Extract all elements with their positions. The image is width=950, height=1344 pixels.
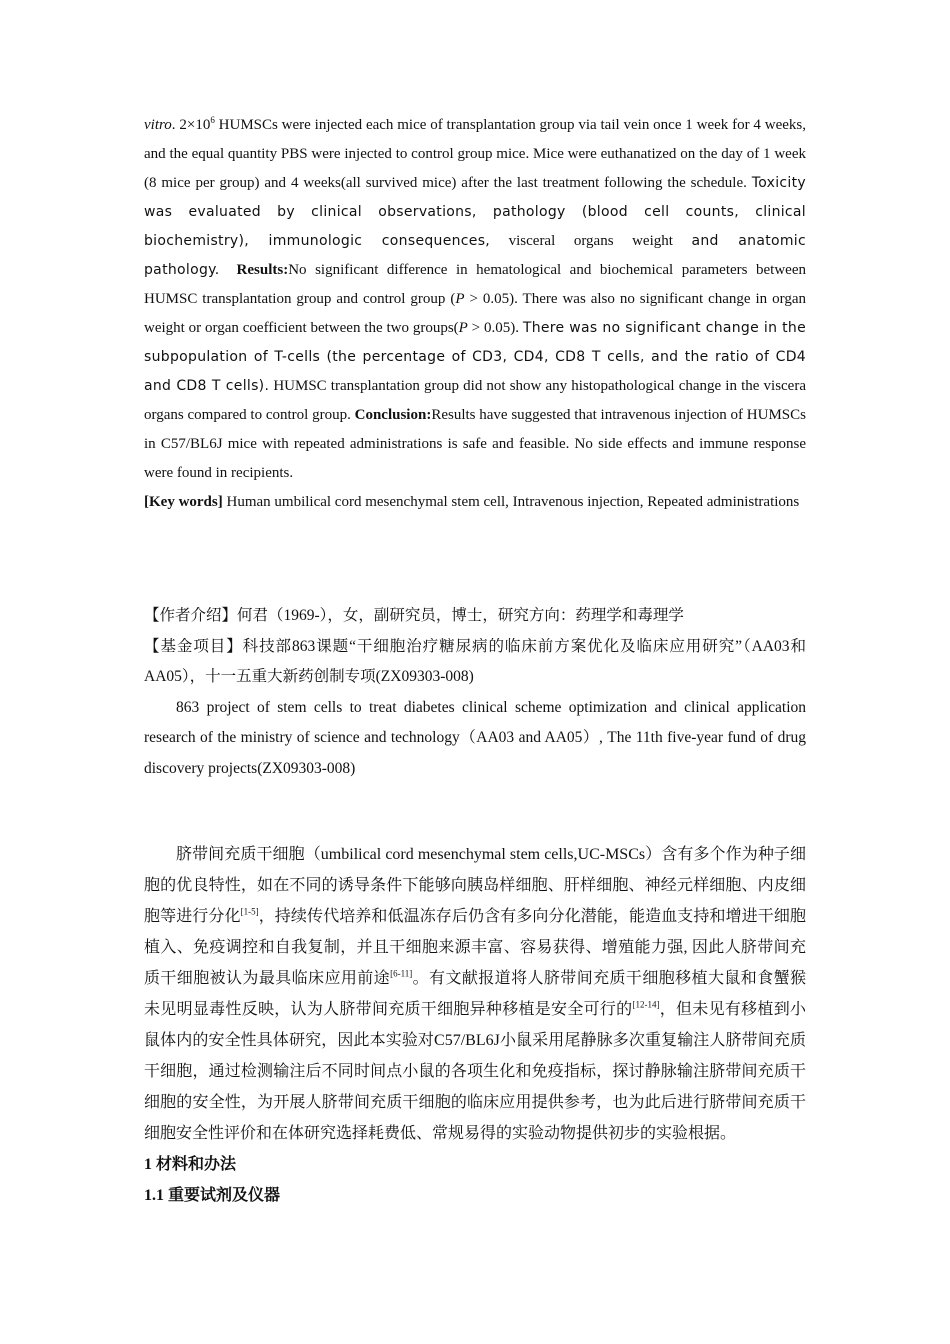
keywords-label: [Key words] (144, 494, 223, 510)
citation: [1-5] (240, 906, 259, 917)
abstract-paragraph: vitro. $2\times 10^6$ HUMSCs were injected each mice of transplantation group via tail vein once 1 week for 4 weeks, and the equal quantity PBS were injected to control group mice. Mice were euthanatized on the day of 1 week (8 mice per group) and 4 weeks(all survived mice) after the last treatment following the schedule. Toxicity was evaluated by clinical observations, pathology (blood cell counts, clinical biochemistry), immunologic consequences, visceral organs weight and anatomic pathology. Results:No significant difference in hematological and biochemical parameters between HUMSC transplantation group and control group (P > 0.05). There was also no significant change in organ weight or organ coefficient between the two groups(P > 0.05). There was no significant change in the subpopulation of T-cells (the percentage of CD3, CD4, CD8 T cells, and the ratio of CD4 and CD8 T cells). HUMSC transplantation group did not show any histopathological change in the viscera organs compared to control group. Conclusion:Results have suggested that intravenous injection of HUMSCs in C57/BL6J mice with repeated administrations is safe and feasible. No side effects and immune response were found in recipients. (144, 115, 806, 481)
conclusion-text: Results have suggested that intravenous injection of HUMSCs in C57/BL6J mice with repeated administrations is safe and feasible. No side effects and immune response were found in recipients. (144, 407, 806, 481)
abstract-block (144, 111, 806, 517)
intro-block (144, 839, 806, 1211)
conclusion-label: Conclusion: (354, 407, 432, 423)
tcell-text: There was no significant change in the subpopulation of T-cells (the percentage of CD3, CD4, CD8 T cells, and the ratio of CD4 and CD8 T cells). (144, 320, 806, 394)
section-heading: 1 材料和办法 (144, 1156, 237, 1173)
author-intro: 【作者介绍】何君（1969-），女，副研究员，博士，研究方向：药理学和毒理学 (144, 607, 684, 624)
keywords-text: Human umbilical cord mesenchymal stem cell, Intravenous injection, Repeated administrations (222, 494, 800, 510)
citation: [6-11] (390, 968, 413, 979)
toxicity-text: Toxicity was evaluated by clinical observations, pathology (blood cell counts, clinical biochemistry), immunologic consequences, (144, 175, 806, 249)
vitro-word: vitro (144, 117, 172, 133)
methods-text: HUMSCs were injected each mice of transplantation group via tail vein once 1 week for 4 weeks, and the equal quantity PBS were injected to control group mice. Mice were euthanatized on the day of 1 week (8 mice per group) and 4 weeks(all survived mice) after the last treatment following the schedule. (144, 117, 806, 191)
intro-paragraph: 脐带间充质干细胞（umbilical cord mesenchymal stem cells,UC-MSCs）含有多个作为种子细胞的优良特性，如在不同的诱导条件下能够向胰岛样细胞、肝样细胞、神经元样细胞、内皮细胞等进行分化[1-5]，持续传代培养和低温冻存后仍含有多向分化潜能，能造血支持和增进干细胞植入、免疫调控和自我复制，并且干细胞来源丰富、容易获得、增殖能力强, 因此人脐带间充质干细胞被认为最具临床应用前途[6-11]。有文献报道将人脐带间充质干细胞移植大鼠和食蟹猴未见明显毒性反映，认为人脐带间充质干细胞异种移植是安全可行的[12-14]，但未见有移植到小鼠体内的安全性具体研究，因此本实验对C57/BL6J小鼠采用尾静脉多次重复输注人脐带间充质干细胞，通过检测输注后不同时间点小鼠的各项生化和免疫指标，探讨静脉输注脐带间充质干细胞的安全性，为开展人脐带间充质干细胞的临床应用提供参考，也为此后进行脐带间充质干细胞安全性评价和在体研究选择耗费低、常规易得的实验动物提供初步的实验根据。 (144, 846, 806, 1142)
results-label: Results: (236, 262, 289, 278)
fund-zh: 【基金项目】科技部863课题“干细胞治疗糖尿病的临床前方案优化及临床应用研究”（AA03和AA05），十一五重大新药创制专项(ZX09303-008) (144, 637, 806, 685)
keywords (144, 488, 806, 517)
fund-en: 863 project of stem cells to treat diabetes clinical scheme optimization and clinical application research of the ministry of science and technology（AA03 and AA05）, The 11th five-year fund of drug discovery projects(ZX09303-008) (144, 698, 806, 777)
citation: [12-14] (632, 999, 660, 1010)
subsection-heading: 1.1 重要试剂及仪器 (144, 1187, 281, 1204)
meta-block (144, 601, 806, 784)
